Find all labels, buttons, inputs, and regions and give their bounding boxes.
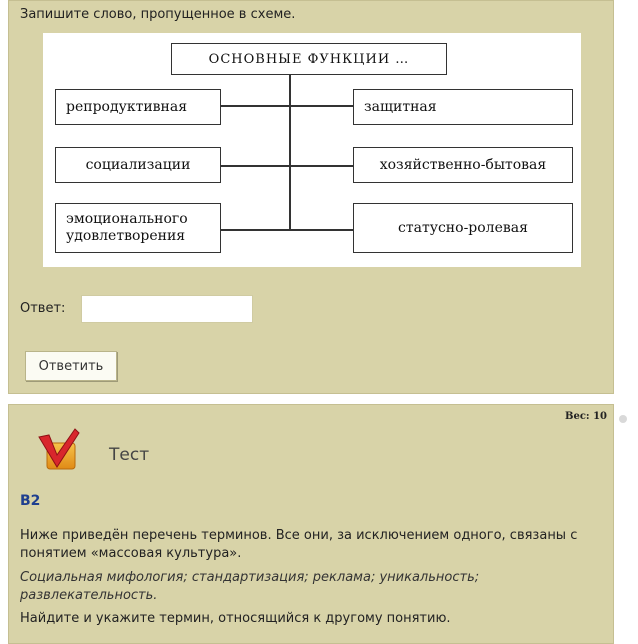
answer-input[interactable]	[81, 295, 253, 323]
task-paragraph-1: Ниже приведён перечень терминов. Все они, за исключением одного, связаны с понятием «массовая культура».	[20, 528, 578, 561]
connector-right-2	[291, 165, 353, 167]
scheme-right-item-3: статусно-ролевая	[353, 203, 573, 253]
question-instruction: Запишите слово, пропущенное в схеме.	[20, 7, 296, 22]
test-checkmark-icon	[35, 427, 83, 473]
scheme-diagram	[43, 33, 581, 267]
scheme-left-item-2: социализации	[55, 147, 221, 183]
connector-left-1	[221, 105, 289, 107]
connector-left-2	[221, 165, 289, 167]
scheme-left-item-1: репродуктивная	[55, 89, 221, 125]
connector-right-1	[291, 105, 353, 107]
task-terms-list: Социальная мифология; стандартизация; реклама; уникальность; развлекательность.	[20, 570, 480, 603]
submit-button[interactable]: Ответить	[25, 351, 117, 381]
scheme-title-box: ОСНОВНЫЕ ФУНКЦИИ …	[171, 43, 447, 75]
scroll-indicator[interactable]	[619, 415, 627, 423]
question-panel-1	[8, 0, 614, 394]
test-title: Тест	[109, 445, 150, 465]
answer-label: Ответ:	[20, 301, 66, 316]
scheme-right-item-2: хозяйственно-бытовая	[353, 147, 573, 183]
scheme-left-item-3: эмоционального удовлетворения	[55, 203, 221, 253]
connector-vertical	[289, 75, 291, 231]
task-paragraph-3: Найдите и укажите термин, относящийся к другому понятию.	[20, 611, 451, 626]
connector-left-3	[221, 229, 289, 231]
weight-label: Вес: 10	[565, 411, 607, 422]
connector-right-3	[291, 229, 353, 231]
scheme-right-item-1: защитная	[353, 89, 573, 125]
task-id: В2	[20, 493, 41, 509]
question-panel-2	[8, 404, 614, 644]
